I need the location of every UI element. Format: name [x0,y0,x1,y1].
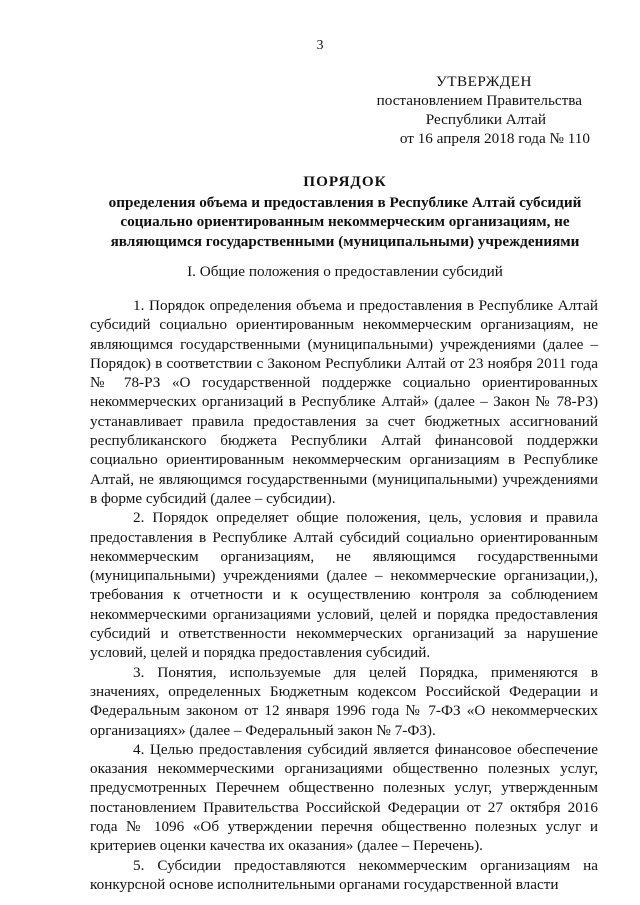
paragraph-2: 2. Порядок определяет общие положения, цель, условия и правила предоставления в Республике Алтай субсидий социально ориентированным некоммерческим организациям, не являющимся государственными (муниципальными) учреждениями (далее – некоммерческие организации,), требования к отчетности и к осуществлению контроля за соблюдением некоммерческими организациями условий, целей и порядка предоставления субсидий и ответственности некоммерческих организаций за нарушение условий, целей и порядка предоставления субсидий. [90,509,598,662]
document-body [90,296,598,894]
page-number: 3 [316,38,324,53]
approval-title: УТВЕРЖДЕН [435,73,532,90]
approval-stamp-block [290,72,590,148]
paragraph-5: 5. Субсидии предоставляются некоммерческим организациям на конкурсной основе исполнительными органами государственной власти [90,856,598,893]
approval-line-2: постановлением Правительства [376,92,582,109]
paragraph-1: 1. Порядок определения объема и предоставления в Республике Алтай субсидий социально ориентированным некоммерческим организациям, не являющимся государственными (муниципальными) учреждениями (далее – Порядок) в соответствии с Законом Республики Алтай от 23 ноября 2011 года № 78-РЗ «О государственной поддержке социально ориентированных некоммерческих организаций в Республике Алтай» (далее – Закон № 78-РЗ) устанавливает правила предоставления за счет бюджетных ассигнований республиканского бюджета Республики Алтай финансовой поддержки социально ориентированным некоммерческим организациям в Республике Алтай, не являющимся государственными (муниципальными) учреждениями в форме субсидий (далее – субсидии). [90,297,598,507]
document-subtitle-line: определения объема и предоставления в Республике Алтай субсидий [108,193,582,211]
approval-line-3: Республики Алтай [425,111,546,128]
document-subtitle-line: социально ориентированным некоммерческим организациям, не [120,213,570,230]
approval-line-4: от 16 апреля 2018 года № 110 [399,130,590,147]
document-title-block [90,172,600,251]
paragraph-4: 4. Целью предоставления субсидий является финансовое обеспечение оказания некоммерческими организациями общественно полезных услуг, предусмотренных Перечнем общественно полезных услуг, утвержденным постановлением Правительства Российской Федерации от 27 октября 2016 года № 1096 «Об утверждении перечня общественно полезных услуг и критериев оценки качества их оказания» (далее – Перечень). [90,740,598,855]
paragraph-3: 3. Понятия, используемые для целей Порядка, применяются в значениях, определенных Бюджетным кодексом Российской Федерации и Федеральным законом от 12 января 1996 года № 7-ФЗ «О некоммерческих организациях» (далее – Федеральный закон № 7-ФЗ). [90,663,598,739]
document-subtitle-line: являющимся государственными (муниципальными) учреждениями [110,232,580,250]
document-title: ПОРЯДОК [303,173,387,190]
section-heading: I. Общие положения о предоставлении субсидий [187,263,503,280]
